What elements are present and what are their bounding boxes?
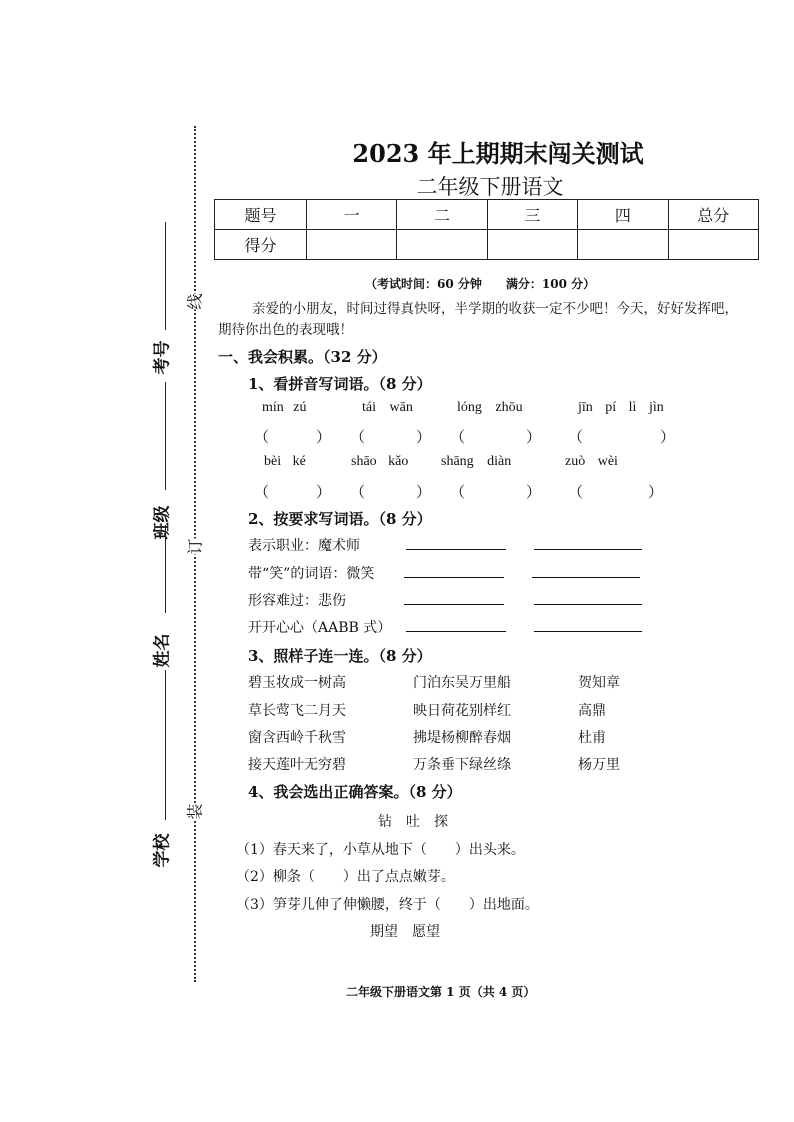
- answer-paren-close: ）: [526, 483, 542, 501]
- answer-paren-open: （: [350, 483, 366, 501]
- q2-heading: 2、按要求写词语。（8 分）: [248, 510, 432, 528]
- table-cell: 一: [307, 200, 397, 230]
- name-label: 姓名: [152, 633, 173, 668]
- poem-line[interactable]: 碧玉妆成一树高: [248, 675, 346, 691]
- pinyin: tái wān: [362, 400, 413, 415]
- binding-char-zhuang: 装: [183, 803, 206, 819]
- pinyin: jīn pí lì jìn: [578, 400, 664, 415]
- answer-blank[interactable]: [406, 631, 506, 632]
- poem-line[interactable]: 草长莺飞二月天: [248, 703, 346, 719]
- section-1-heading: 一、我会积累。（32 分）: [218, 348, 387, 366]
- table-cell: 得分: [215, 230, 307, 260]
- pinyin: mín zú: [262, 400, 307, 415]
- answer-paren-open: （: [254, 483, 270, 501]
- pinyin: zuò wèi: [565, 454, 618, 469]
- name-line: [165, 525, 166, 613]
- answer-paren-open: （: [450, 428, 466, 446]
- q4-heading: 4、我会选出正确答案。（8 分）: [248, 783, 462, 801]
- table-cell: 总分: [668, 200, 758, 230]
- q4-item: （3）笋芽儿伸了伸懒腰，终于（ ）出地面。: [236, 897, 539, 913]
- school-label: 学校: [152, 833, 173, 868]
- answer-paren-open: （: [568, 428, 584, 446]
- school-line: [165, 670, 166, 820]
- intro-line-1: 亲爱的小朋友，时间过得真快呀，半学期的收获一定不少吧！今天，好好发挥吧，: [252, 301, 738, 317]
- q2-item: 开开心心（AABB 式）: [248, 620, 392, 636]
- class-line: [165, 382, 166, 490]
- page-subtitle: 二年级下册语文: [416, 175, 564, 199]
- answer-paren-close: ）: [316, 428, 332, 446]
- poem-line[interactable]: 万条垂下绿丝绦: [413, 757, 511, 773]
- answer-paren-close: ）: [648, 483, 664, 501]
- score-input-cell[interactable]: [578, 230, 668, 260]
- word-choices: 期望 愿望: [370, 924, 440, 940]
- answer-paren-close: ）: [660, 428, 676, 446]
- word-choices: 钻 吐 探: [378, 814, 448, 830]
- poem-line[interactable]: 门泊东吴万里船: [413, 675, 511, 691]
- table-cell: 题号: [215, 200, 307, 230]
- exam-number-line: [165, 222, 166, 330]
- poem-line[interactable]: 拂堤杨柳醉春烟: [413, 730, 511, 746]
- table-cell: 三: [487, 200, 577, 230]
- poet-name[interactable]: 杜甫: [578, 730, 606, 746]
- score-table-score-row: [215, 230, 759, 260]
- score-input-cell[interactable]: [397, 230, 487, 260]
- answer-paren-open: （: [350, 428, 366, 446]
- score-input-cell[interactable]: [487, 230, 577, 260]
- score-input-cell[interactable]: [668, 230, 758, 260]
- intro-line-2: 期待你出色的表现哦！: [218, 322, 353, 338]
- answer-paren-close: ）: [416, 483, 432, 501]
- poem-line[interactable]: 接天莲叶无穷碧: [248, 757, 346, 773]
- pinyin: lóng zhōu: [457, 400, 523, 415]
- page-title: 2023 年上期期末闯关测试: [352, 139, 644, 168]
- binding-char-xian: 线: [183, 293, 206, 309]
- exam-info: （考试时间：60 分钟 满分：100 分）: [365, 277, 596, 291]
- q4-item: （1）春天来了，小草从地下（ ）出头来。: [236, 842, 525, 858]
- table-cell: 四: [578, 200, 668, 230]
- class-label: 班级: [152, 505, 173, 540]
- pinyin: shāng diàn: [441, 454, 512, 469]
- answer-blank[interactable]: [404, 577, 504, 578]
- answer-paren-open: （: [254, 428, 270, 446]
- answer-paren-close: ）: [416, 428, 432, 446]
- answer-blank[interactable]: [534, 631, 642, 632]
- poet-name[interactable]: 高鼎: [578, 703, 606, 719]
- poem-line[interactable]: 映日荷花别样红: [413, 703, 511, 719]
- exam-number-label: 考号: [152, 340, 173, 375]
- answer-blank[interactable]: [406, 549, 506, 550]
- page-footer: 二年级下册语文第 1 页（共 4 页）: [346, 985, 536, 999]
- poet-name[interactable]: 杨万里: [578, 757, 620, 773]
- score-table-header-row: [215, 200, 759, 230]
- answer-blank[interactable]: [404, 604, 504, 605]
- poet-name[interactable]: 贺知章: [578, 675, 620, 691]
- answer-paren-close: ）: [316, 483, 332, 501]
- answer-blank[interactable]: [534, 604, 642, 605]
- q1-heading: 1、看拼音写词语。（8 分）: [248, 375, 432, 393]
- q2-item: 带“笑”的词语：微笑: [248, 566, 375, 582]
- answer-blank[interactable]: [534, 549, 642, 550]
- answer-blank[interactable]: [532, 577, 640, 578]
- answer-paren-open: （: [450, 483, 466, 501]
- answer-paren-close: ）: [526, 428, 542, 446]
- answer-paren-open: （: [568, 483, 584, 501]
- poem-line[interactable]: 窗含西岭千秋雪: [248, 730, 346, 746]
- binding-char-ding: 订: [183, 538, 206, 554]
- score-table: [214, 199, 759, 260]
- pinyin: bèi ké: [264, 454, 306, 469]
- score-input-cell[interactable]: [307, 230, 397, 260]
- q3-heading: 3、照样子连一连。（8 分）: [248, 647, 432, 665]
- q4-item: （2）柳条（ ）出了点点嫩芽。: [236, 869, 455, 885]
- pinyin: shāo kǎo: [351, 454, 409, 469]
- q2-item: 表示职业：魔术师: [248, 538, 360, 554]
- q2-item: 形容难过：悲伤: [248, 593, 346, 609]
- table-cell: 二: [397, 200, 487, 230]
